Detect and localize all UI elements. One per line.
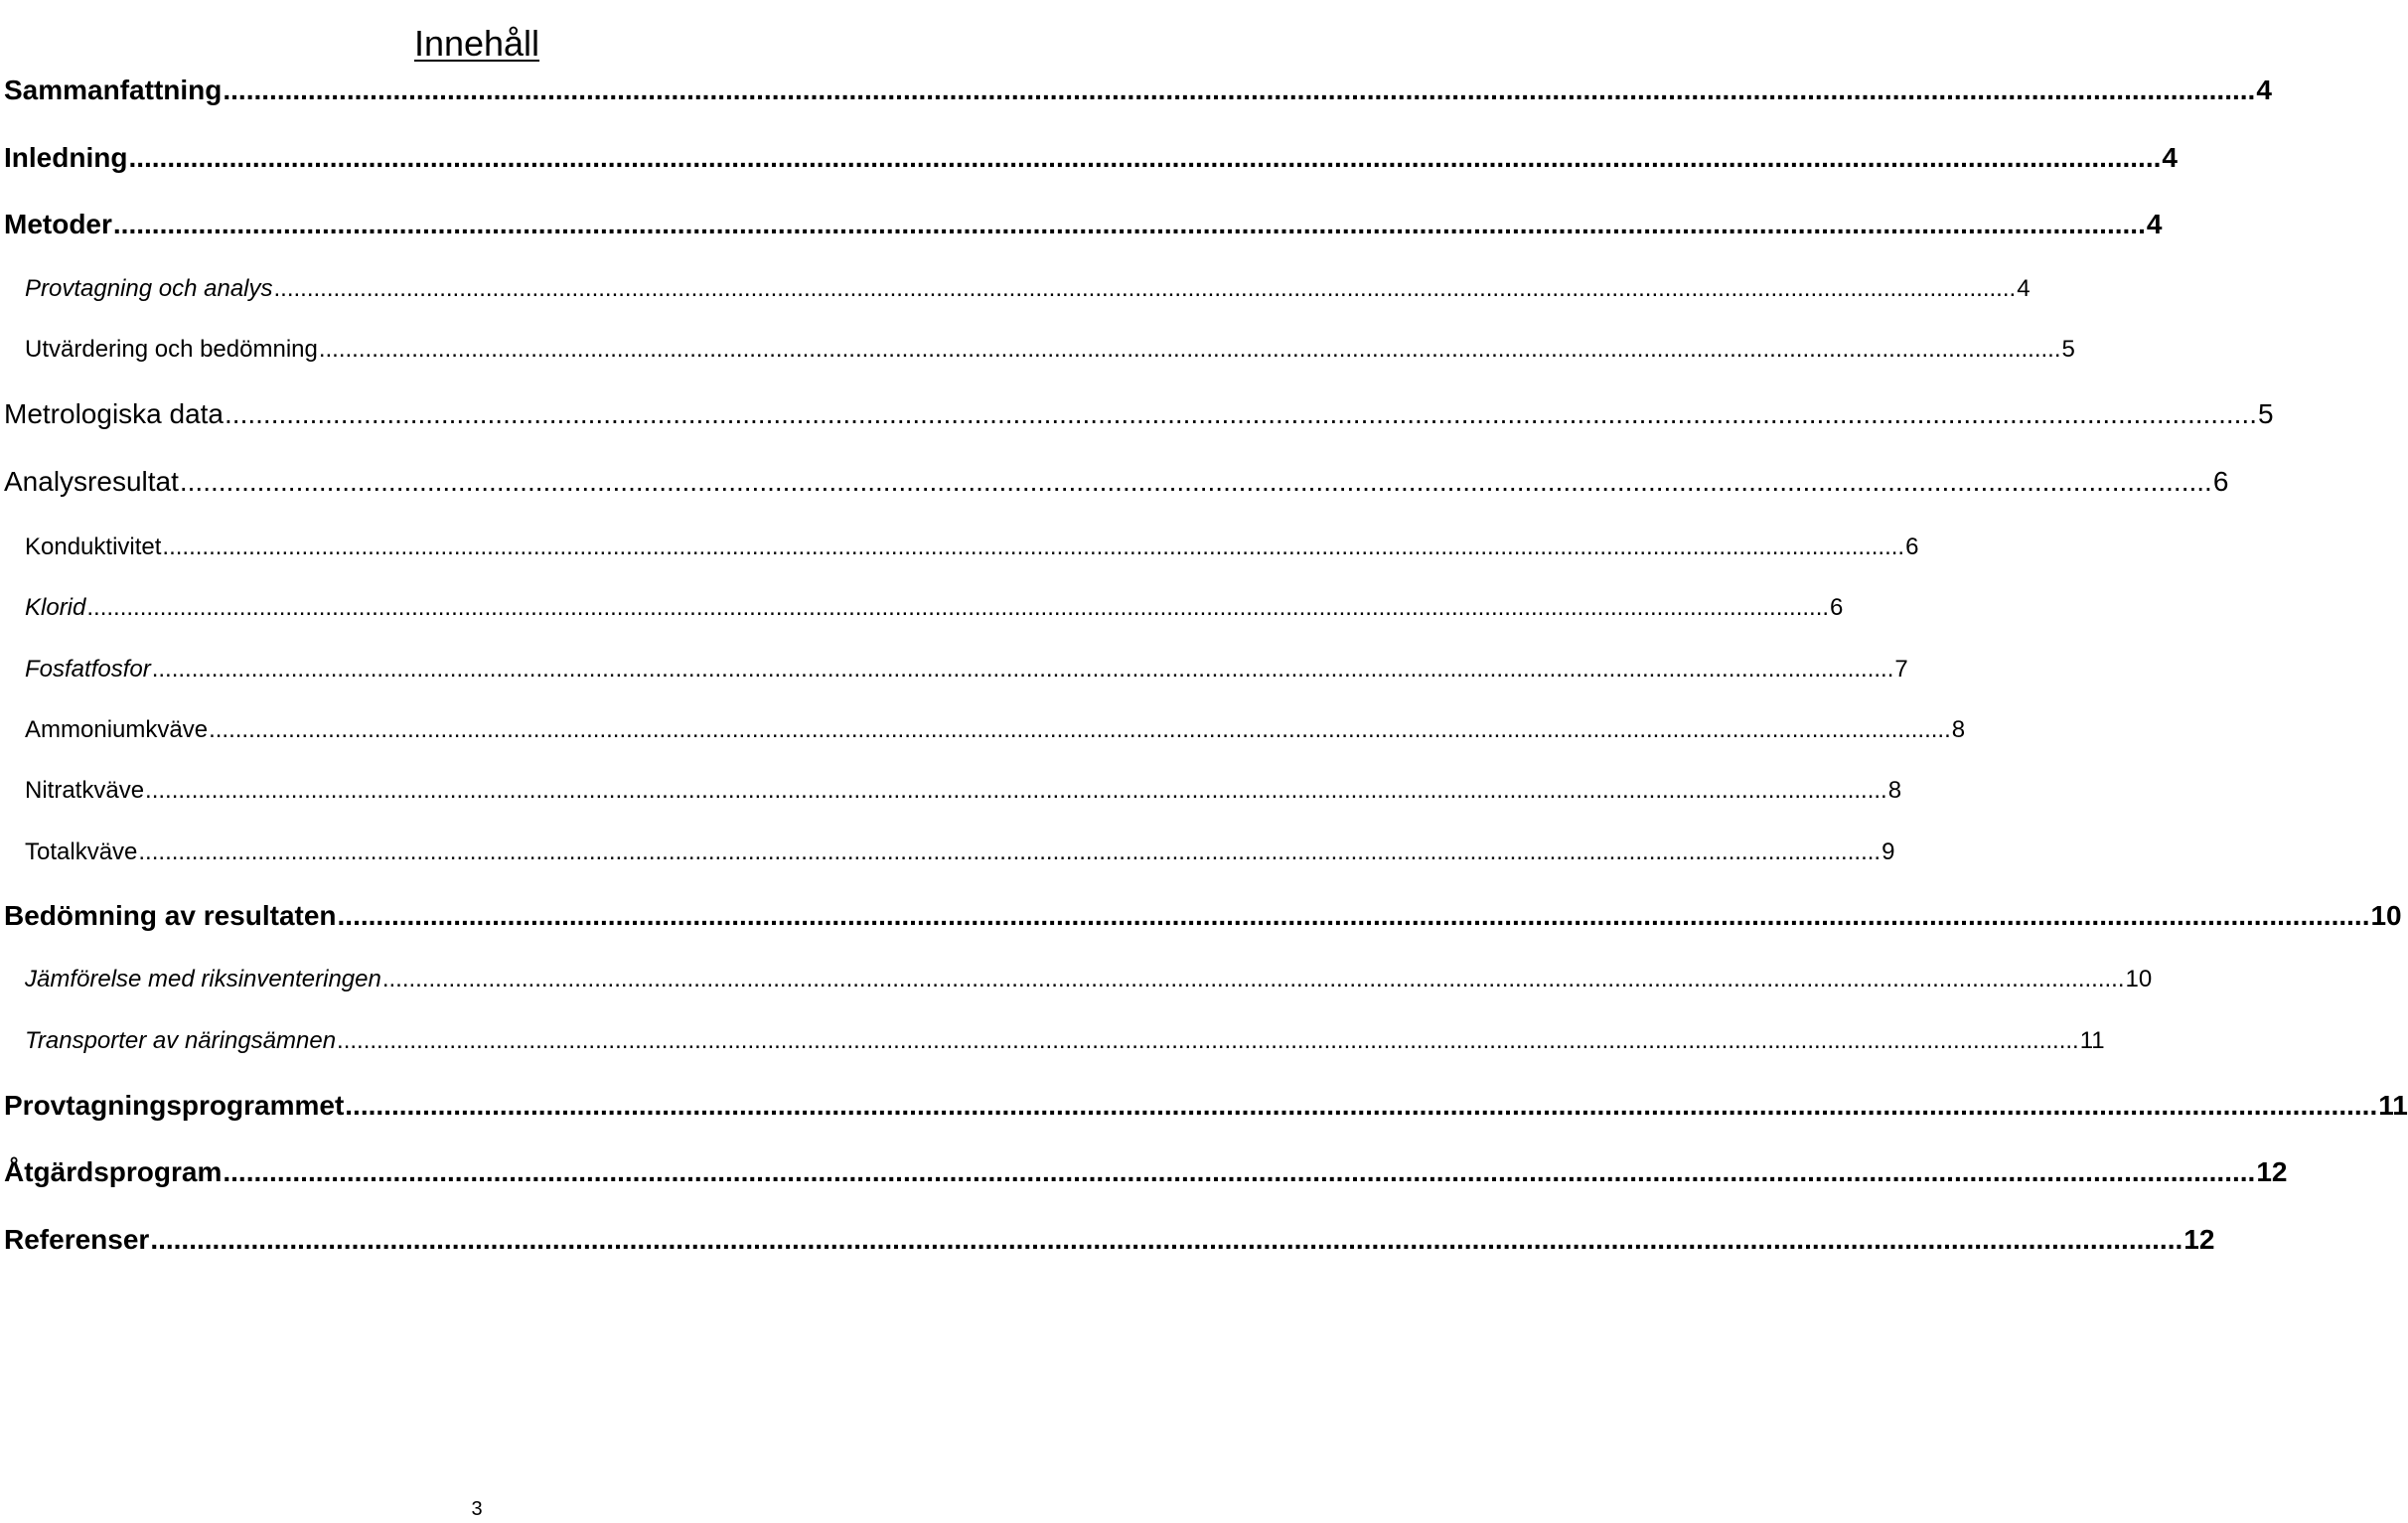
dot-leader	[274, 275, 2017, 303]
toc-entry-page: 7	[1894, 656, 1908, 683]
toc-entry-label: Transporter av näringsämnen	[25, 1027, 337, 1054]
toc-entry-label: Ammoniumkväve	[25, 716, 209, 743]
toc-entry-label: Metrologiska data	[4, 398, 225, 429]
toc-entry-label: Konduktivitet	[25, 533, 162, 560]
toc-entry-page: 11	[2079, 1027, 2105, 1054]
toc-entry-metrologiska-data[interactable]	[0, 398, 2274, 432]
toc-entry-page: 12	[2256, 1156, 2288, 1187]
toc-entry-label: Jämförelse med riksinventeringen	[25, 966, 381, 992]
toc-entry-page: 4	[2146, 209, 2163, 239]
dot-leader	[86, 594, 1829, 622]
toc-entry-page: 5	[2257, 398, 2274, 429]
dot-leader	[382, 966, 2125, 993]
toc-entry-label: Fosfatfosfor	[25, 656, 151, 683]
toc-entry-page: 4	[2256, 75, 2272, 105]
dot-leader	[225, 398, 2257, 430]
toc-entry-page: 12	[2183, 1224, 2215, 1255]
toc-entry-label: Bedömning av resultaten	[4, 900, 337, 931]
toc-entry-label: Nitratkväve	[25, 777, 145, 804]
toc-entry-page: 8	[1887, 777, 1902, 804]
toc-entry-label: Analysresultat	[4, 466, 179, 497]
toc-entry-provtagning-och-analys[interactable]	[0, 275, 2031, 305]
dot-leader	[113, 209, 2146, 240]
dot-leader	[145, 777, 1887, 805]
toc-entry-page: 6	[1905, 533, 1919, 560]
dot-leader	[223, 75, 2255, 106]
toc-entry-fosfatfosfor[interactable]	[0, 656, 1908, 685]
toc-title-text: Innehåll	[413, 23, 540, 65]
dot-leader	[209, 716, 1951, 744]
toc-entry-label: Metoder	[4, 209, 112, 239]
dot-leader	[337, 1027, 2079, 1055]
toc-entry-metoder[interactable]	[0, 209, 2163, 242]
toc-entry-bedomning-av-resultaten[interactable]	[0, 900, 2402, 934]
toc-entry-label: Utvärdering och bedömning	[25, 336, 318, 363]
toc-entry-page: 9	[1881, 838, 1895, 865]
toc-entry-inledning[interactable]	[0, 142, 2178, 176]
toc-entry-konduktivitet[interactable]	[0, 533, 1919, 563]
toc-entry-atgardsprogram[interactable]	[0, 1156, 2288, 1190]
toc-entry-utvardering-och-bedomning[interactable]	[0, 336, 2075, 366]
toc-entry-label: Åtgärdsprogram	[4, 1156, 223, 1187]
toc-entry-label: Totalkväve	[25, 838, 138, 865]
dot-leader	[138, 838, 1881, 866]
toc-entry-ammoniumkvave[interactable]	[0, 716, 1966, 746]
toc-entry-page: 4	[2017, 275, 2031, 302]
toc-entry-page: 4	[2162, 142, 2178, 173]
toc-entry-label: Inledning	[4, 142, 128, 173]
toc-entry-sammanfattning[interactable]	[0, 75, 2272, 108]
toc-entry-page: 5	[2061, 336, 2075, 363]
toc-entry-provtagningsprogrammet[interactable]	[0, 1090, 2408, 1124]
toc-entry-page: 10	[2125, 966, 2153, 992]
toc-entry-page: 11	[2378, 1090, 2408, 1121]
dot-leader	[152, 656, 1894, 684]
dot-leader	[128, 142, 2161, 174]
toc-entry-page: 6	[2212, 466, 2229, 497]
dot-leader	[223, 1156, 2255, 1188]
toc-entry-klorid[interactable]	[0, 594, 1844, 624]
toc-entry-page: 6	[1830, 594, 1844, 621]
toc-entry-label: Referenser	[4, 1224, 150, 1255]
dot-leader	[150, 1224, 2182, 1256]
toc-entry-label: Provtagningsprogrammet	[4, 1090, 345, 1121]
toc-title	[0, 22, 954, 66]
dot-leader	[338, 900, 2370, 932]
toc-entry-label: Sammanfattning	[4, 75, 223, 105]
toc-entry-label: Provtagning och analys	[25, 275, 273, 302]
toc-entry-totalkvave[interactable]	[0, 838, 1895, 868]
dot-leader	[319, 336, 2061, 364]
toc-entry-nitratkvave[interactable]	[0, 777, 1902, 807]
toc-entry-referenser[interactable]	[0, 1224, 2215, 1258]
toc-entry-label: Klorid	[25, 594, 86, 621]
dot-leader	[345, 1090, 2377, 1122]
toc-entry-transporter-av-naringsamnen[interactable]	[0, 1027, 2105, 1057]
toc-entry-jamforelse-med-riksinventeringen[interactable]	[0, 966, 2153, 995]
toc-entry-page: 10	[2370, 900, 2402, 931]
dot-leader	[180, 466, 2212, 498]
toc-entry-page: 8	[1951, 716, 1966, 743]
page-number: 3	[471, 1498, 483, 1520]
toc-entry-analysresultat[interactable]	[0, 466, 2229, 500]
dot-leader	[162, 533, 1904, 561]
